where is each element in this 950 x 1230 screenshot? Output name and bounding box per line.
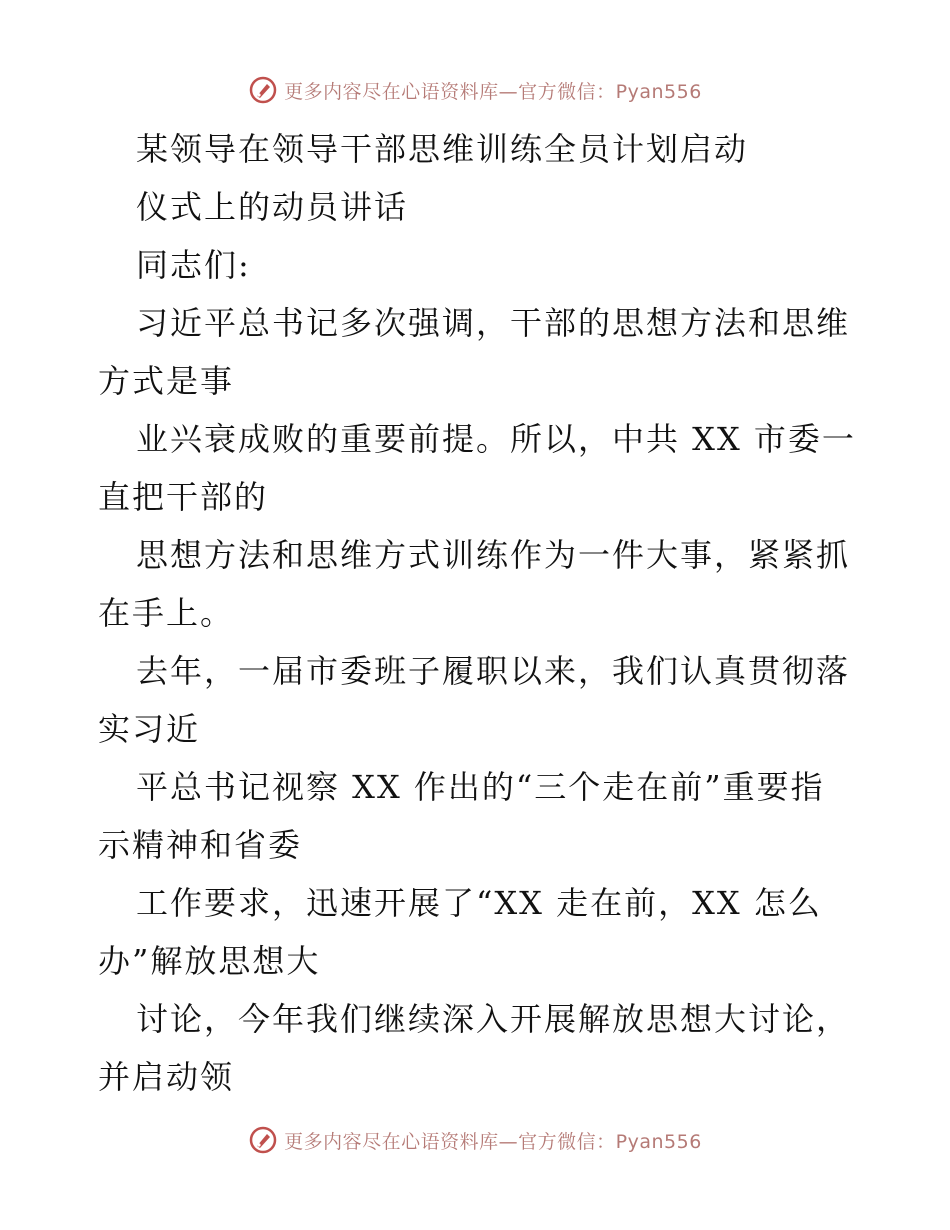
footer-watermark [0,1122,950,1158]
paragraph-line: 讨论，今年我们继续深入开展解放思想大讨论， [136,1000,851,1038]
watermark-text: 更多内容尽在心语资料库—官方微信：Pyan556 [284,1130,702,1153]
paragraph-line: 在手上。 [98,594,235,632]
watermark-text: 更多内容尽在心语资料库—官方微信：Pyan556 [284,80,702,103]
paragraph-line: 并启动领 [98,1058,235,1096]
pen-nib-logo-icon [248,1125,278,1155]
paragraph-line: 实习近 [98,710,201,748]
paragraph-line: 直把干部的 [98,478,269,516]
paragraph-line: 思想方法和思维方式训练作为一件大事，紧紧抓 [136,536,851,574]
paragraph-line: 去年，一届市委班子履职以来，我们认真贯彻落 [136,652,851,690]
pen-nib-logo-icon [248,75,278,105]
paragraph-line: 习近平总书记多次强调，干部的思想方法和思维 [136,304,851,342]
paragraph-line: 方式是事 [98,362,235,400]
paragraph-line: 办”解放思想大 [98,942,321,980]
document-body [98,120,858,1106]
paragraph-line: 工作要求，迅速开展了“XX 走在前，XX 怎么 [136,884,822,922]
doc-title-line-2: 仪式上的动员讲话 [136,188,409,226]
paragraph-line: 平总书记视察 XX 作出的“三个走在前”重要指 [136,768,825,806]
doc-title-line-1: 某领导在领导干部思维训练全员计划启动 [136,130,749,168]
paragraph-line: 业兴衰成败的重要前提。所以，中共 XX 市委一 [136,420,856,458]
paragraph-line: 示精神和省委 [98,826,303,864]
header-watermark [0,72,950,108]
salutation: 同志们: [136,246,251,284]
